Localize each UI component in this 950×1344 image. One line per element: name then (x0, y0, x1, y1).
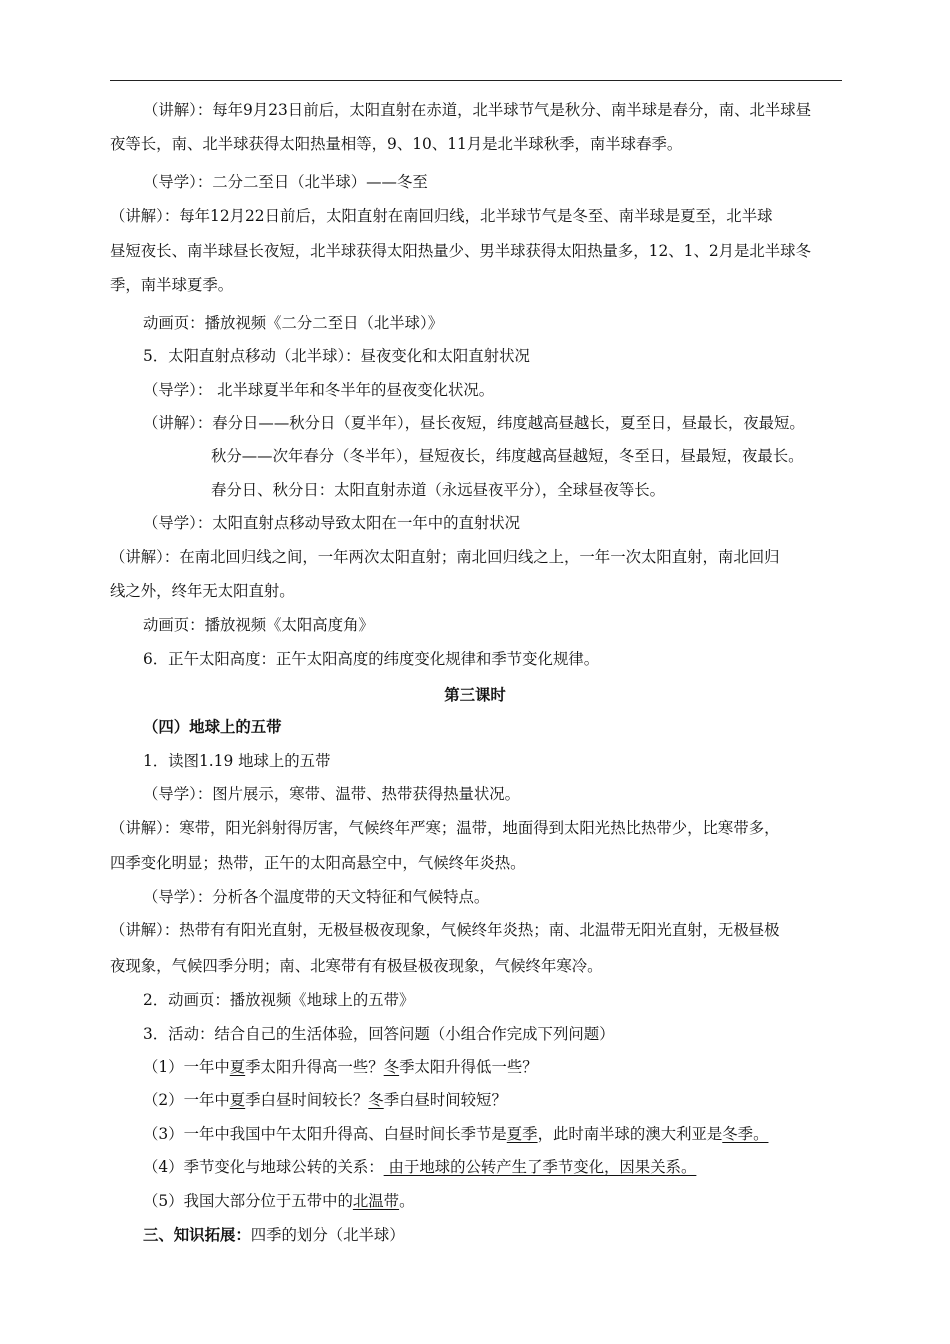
answer: 冬季。 (722, 1125, 769, 1143)
question-text: （5）我国大部分位于五带中的 (143, 1192, 353, 1210)
section-heading: 6．正午太阳高度：正午太阳高度的纬度变化规律和季节变化规律。 (143, 650, 600, 668)
answer: 夏 (229, 1091, 246, 1109)
question-text: （4）季节变化与地球公转的关系： (143, 1158, 384, 1176)
paragraph-line: （讲解）：春分日——秋分日（夏半年），昼长夜短，纬度越高昼越长，夏至日，昼最长，夜最短。 (143, 414, 805, 432)
question-5 (143, 1190, 875, 1212)
answer: 夏 (229, 1058, 246, 1076)
paragraph-line: （讲解）：寒带，阳光斜射得厉害，气候终年严寒；温带，地面得到太阳光热比热带少，比寒带多， (110, 819, 780, 837)
question-4 (143, 1156, 875, 1178)
paragraph-line: 秋分——次年春分（冬半年），昼短夜长，纬度越高昼越短，冬至日，昼最短，夜最长。 (211, 447, 804, 465)
paragraph-line: 季，南半球夏季。 (110, 276, 234, 294)
question-1 (143, 1056, 875, 1078)
paragraph-line: （导学）： 北半球夏半年和冬半年的昼夜变化状况。 (143, 381, 495, 399)
extension-label: 三、知识拓展： (143, 1226, 251, 1244)
answer: 夏季 (506, 1125, 538, 1143)
question-text: ，此时南半球的澳大利亚是 (537, 1125, 723, 1143)
paragraph-line: 昼短夜长、南半球昼长夜短，北半球获得太阳热量少、男半球获得太阳热量多，12、1、2月是北半球冬 (110, 242, 811, 260)
question-2 (143, 1089, 875, 1111)
answer: 冬 (368, 1091, 384, 1109)
question-text: （3）一年中我国中午太阳升得高、白昼时间长季节是 (143, 1125, 507, 1143)
section-heading: （四）地球上的五带 (143, 718, 282, 736)
paragraph-line: （导学）：分析各个温度带的天文特征和气候特点。 (143, 888, 490, 906)
extension-text: 四季的划分（北半球） (250, 1226, 405, 1244)
paragraph-line: （讲解）：在南北回归线之间，一年两次太阳直射；南北回归线之上，一年一次太阳直射，南北回归 (110, 548, 780, 566)
question-3 (143, 1123, 875, 1145)
answer: 北温带 (352, 1192, 400, 1210)
paragraph-line: 夜等长，南、北半球获得太阳热量相等，9、10、11月是北半球秋季，南半球春季。 (110, 135, 683, 153)
question-text: 季白昼时间较长？ (245, 1091, 369, 1109)
paragraph-line: 动画页：播放视频《二分二至日（北半球）》 (143, 314, 444, 332)
paragraph-line: （导学）：图片展示，寒带、温带、热带获得热量状况。 (143, 785, 521, 803)
paragraph-line: 线之外，终年无太阳直射。 (110, 582, 295, 600)
paragraph-line: （导学）：太阳直射点移动导致太阳在一年中的直射状况 (143, 514, 521, 532)
paragraph-line: 3．活动：结合自己的生活体验，回答问题（小组合作完成下列问题） (143, 1025, 615, 1043)
question-text: （2）一年中 (143, 1091, 230, 1109)
paragraph-line: 1．读图1.19 地球上的五带 (143, 752, 331, 770)
question-text: （1）一年中 (143, 1058, 230, 1076)
question-text: 季太阳升得低一些？ (399, 1058, 538, 1076)
answer: 由于地球的公转产生了季节变化，因果关系。 (383, 1158, 697, 1176)
lesson-title: 第三课时 (444, 686, 506, 704)
question-text: 季白昼时间较短？ (383, 1091, 507, 1109)
paragraph-line: 夜现象，气候四季分明；南、北寒带有有极昼极夜现象，气候终年寒冷。 (110, 957, 603, 975)
section-heading: 5．太阳直射点移动（北半球）：昼夜变化和太阳直射状况 (143, 347, 530, 365)
paragraph-line: 动画页：播放视频《太阳高度角》 (143, 616, 374, 634)
paragraph-line: 2．动画页：播放视频《地球上的五带》 (143, 991, 415, 1009)
question-text: 季太阳升得高一些？ (245, 1058, 384, 1076)
header-rule (110, 80, 842, 81)
knowledge-extension-heading (143, 1224, 875, 1246)
paragraph-line: 春分日、秋分日：太阳直射赤道（永远昼夜平分），全球昼夜等长。 (211, 481, 666, 499)
paragraph-line: （讲解）：每年12月22日前后，太阳直射在南回归线，北半球节气是冬至、南半球是夏至，北半球 (110, 207, 773, 225)
paragraph-line: （讲解）：每年9月23日前后，太阳直射在赤道，北半球节气是秋分、南半球是春分，南、北半球昼 (143, 101, 812, 119)
paragraph-line: （导学）：二分二至日（北半球）——冬至 (143, 173, 428, 191)
paragraph-line: （讲解）：热带有有阳光直射，无极昼极夜现象，气候终年炎热；南、北温带无阳光直射，无极昼极 (110, 921, 780, 939)
paragraph-line: 四季变化明显；热带，正午的太阳高悬空中，气候终年炎热。 (110, 854, 526, 872)
question-text: 。 (399, 1192, 415, 1210)
answer: 冬 (383, 1058, 400, 1076)
